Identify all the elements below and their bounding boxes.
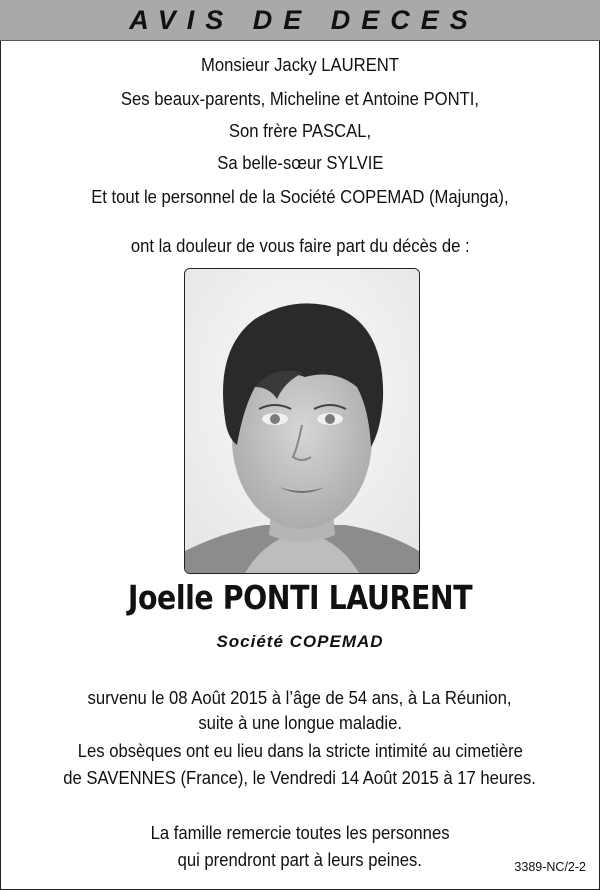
announcer-line: Monsieur Jacky LAURENT (200, 54, 399, 75)
header-title: AVIS DE DECES (129, 4, 479, 35)
deceased-company: Société COPEMAD (216, 632, 384, 651)
announcer-line: Ses beaux-parents, Micheline et Antoine PONTI, (120, 88, 480, 109)
deceased-name: Joelle PONTI LAURENT (127, 578, 473, 617)
detail-line: Les obsèques ont eu lieu dans la stricte intimité au cimetière (77, 740, 523, 761)
thanks-line: La famille remercie toutes les personnes (150, 822, 450, 843)
detail-line: survenu le 08 Août 2015 à l’âge de 54 ans, à La Réunion, (88, 687, 512, 708)
announcer-line: Et tout le personnel de la Société COPEMAD (Majunga), (91, 186, 509, 207)
thanks-line: qui prendront part à leurs peines. (177, 849, 423, 870)
portrait-photo (184, 268, 420, 574)
detail-line: de SAVENNES (France), le Vendredi 14 Août 2015 à 17 heures. (63, 767, 537, 788)
announcer-line: Son frère PASCAL, (228, 120, 372, 141)
announcer-line: Sa belle-sœur SYLVIE (216, 152, 384, 173)
reference-code: 3389-NC/2-2 (514, 860, 586, 874)
detail-line: suite à une longue maladie. (198, 712, 402, 733)
header-banner (0, 0, 600, 41)
intro-text: ont la douleur de vous faire part du décès de : (130, 235, 470, 256)
